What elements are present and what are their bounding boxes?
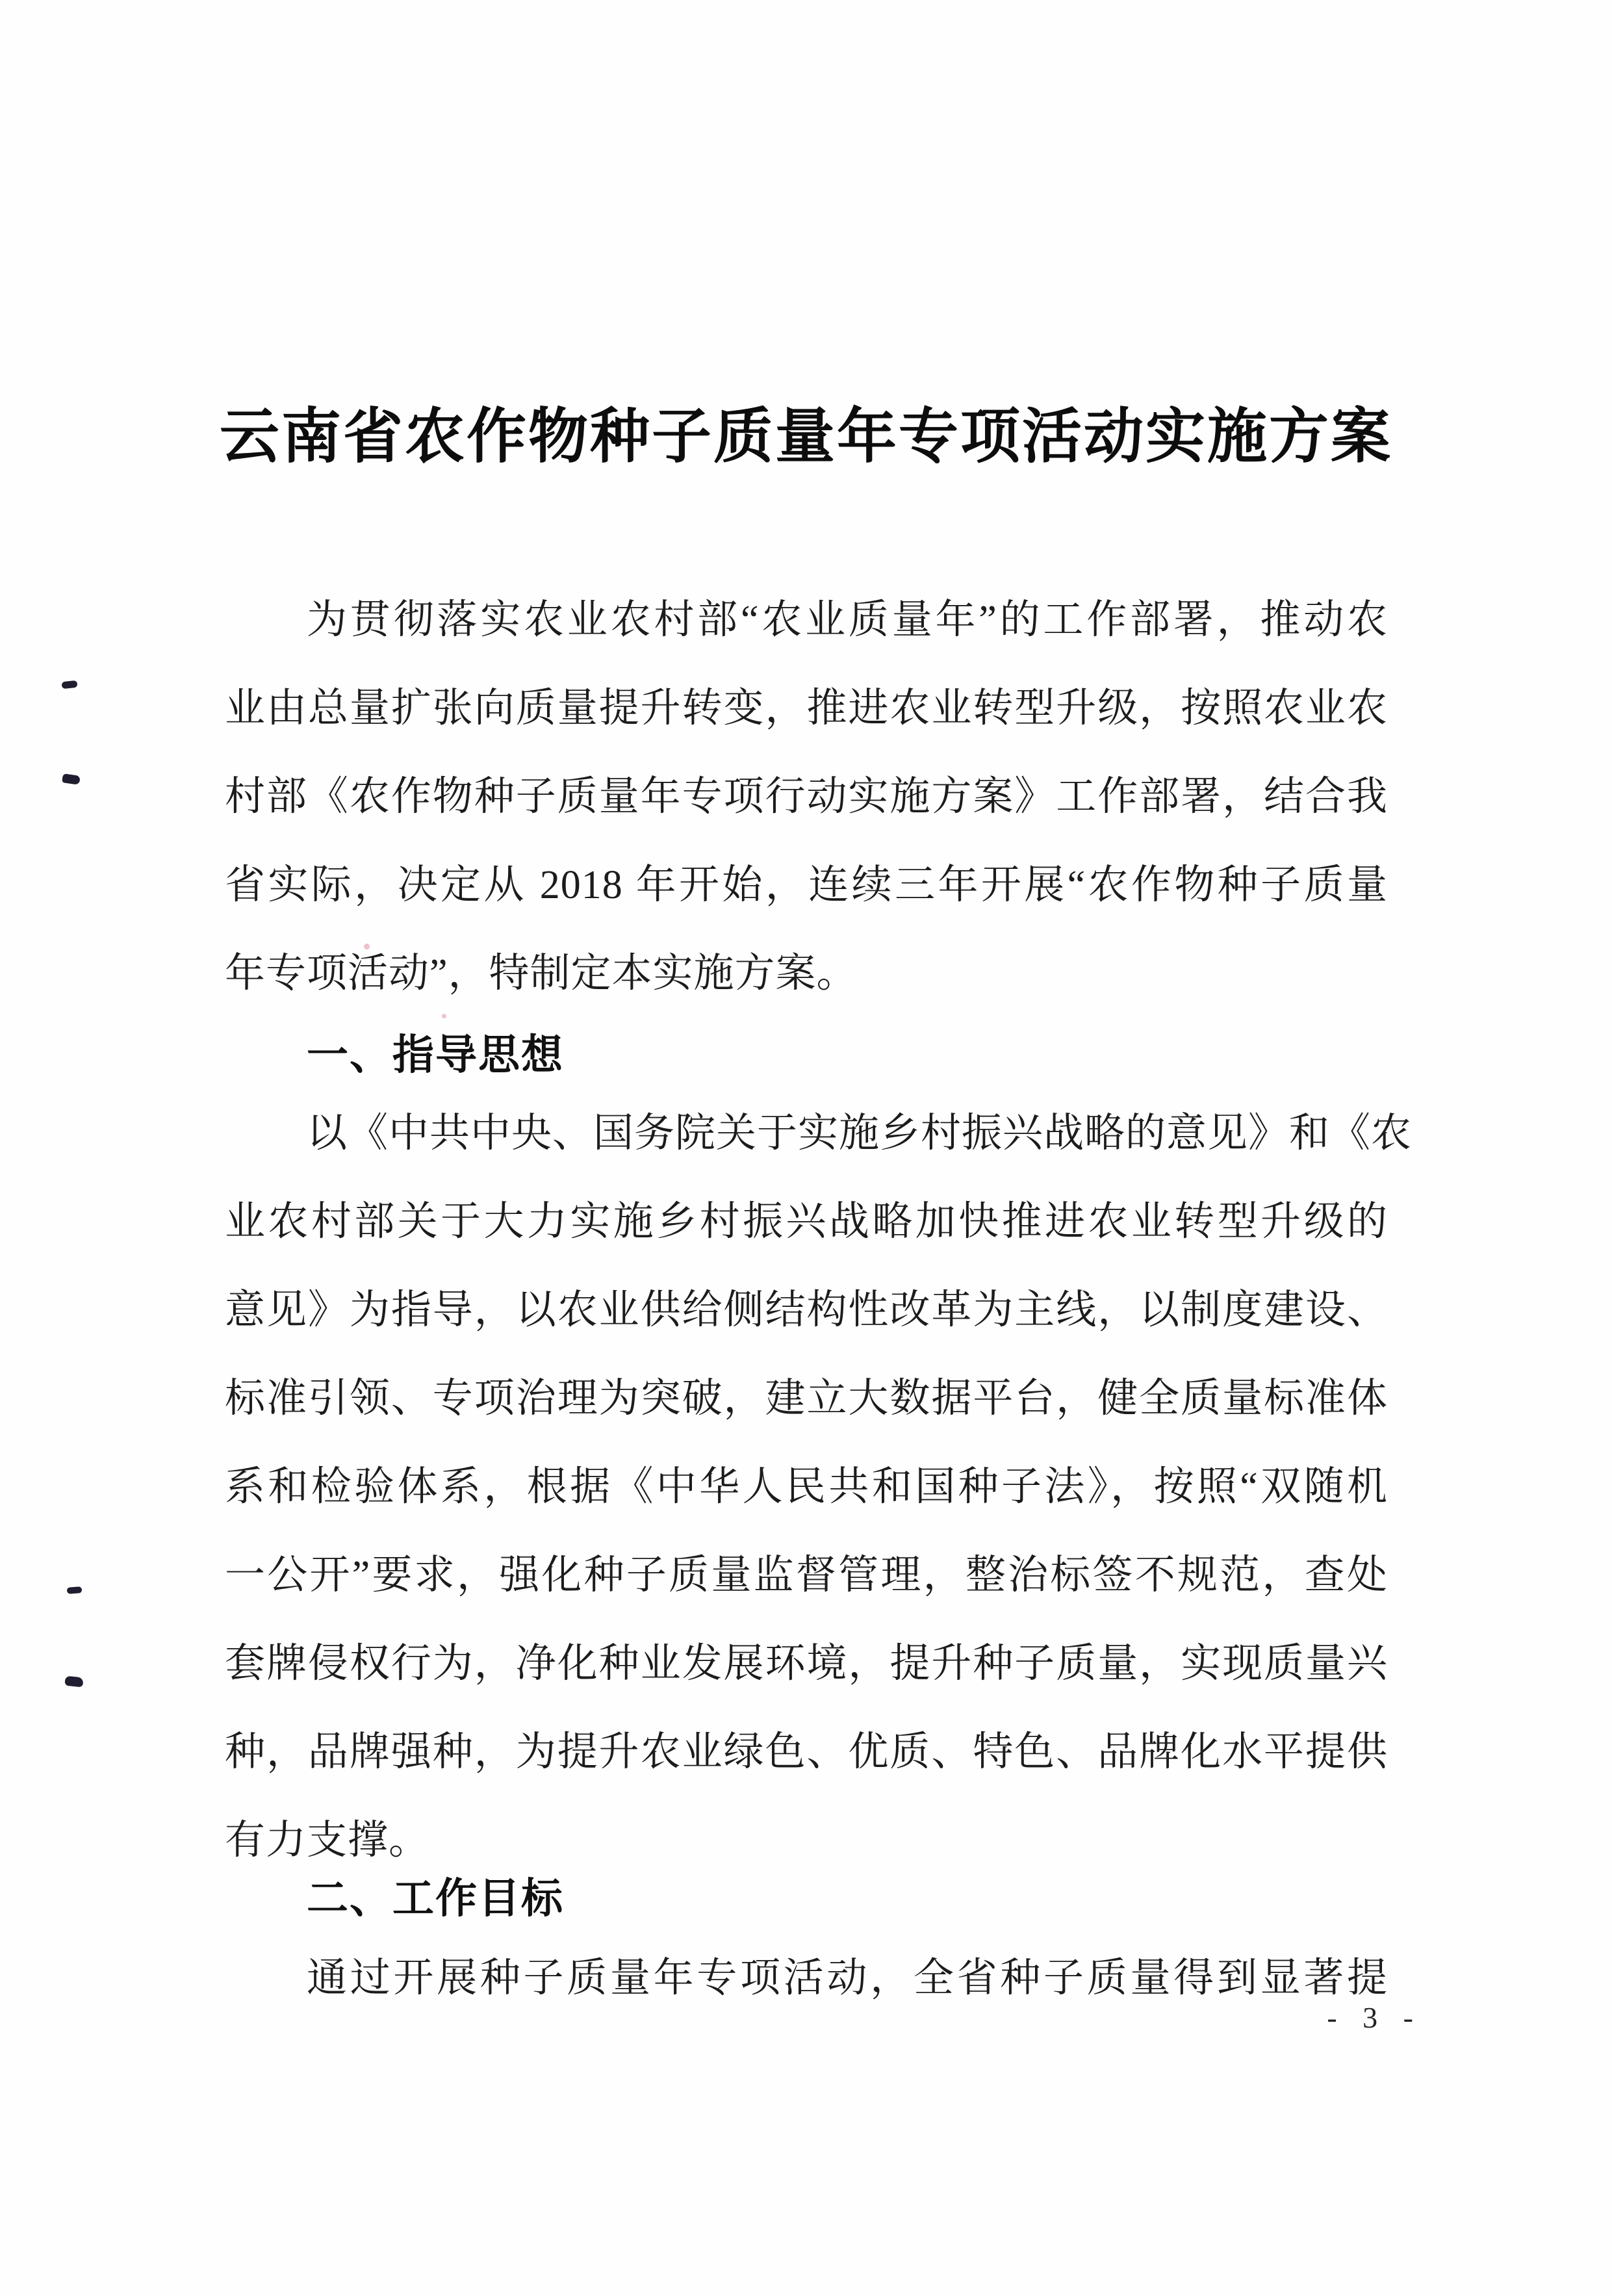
body-line: 种，品牌强种，为提升农业绿色、优质、特色、品牌化水平提供	[225, 1730, 1388, 1774]
section-heading-1: 一、指导思想	[307, 1031, 564, 1078]
body-line: 意见》为指导，以农业供给侧结构性改革为主线，以制度建设、	[225, 1288, 1388, 1332]
body-line: 业农村部关于大力实施乡村振兴战略加快推进农业转型升级的	[225, 1200, 1388, 1244]
paragraph-2	[225, 1089, 1413, 1885]
body-line: 套牌侵权行为，净化种业发展环境，提升种子质量，实现质量兴	[225, 1642, 1388, 1686]
page-number: - 3 -	[1327, 2001, 1422, 2034]
body-line: 通过开展种子质量年专项活动，全省种子质量得到显著提	[307, 1956, 1388, 2000]
body-line: 一公开”要求，强化种子质量监督管理，整治标签不规范，查处	[225, 1553, 1388, 1597]
body-line: 省实际，决定从 2018 年开始，连续三年开展“农作物种子质量	[225, 863, 1388, 907]
margin-ink-mark	[67, 1586, 83, 1594]
paragraph-1	[225, 576, 1388, 1018]
body-line: 以《中共中央、国务院关于实施乡村振兴战略的意见》和《农	[307, 1111, 1413, 1155]
margin-ink-mark	[62, 773, 81, 785]
body-line: 年专项活动”，特制定本实施方案。	[225, 951, 858, 996]
margin-ink-mark	[64, 1676, 83, 1688]
margin-ink-mark	[61, 680, 77, 689]
section-heading-2: 二、工作目标	[307, 1875, 564, 1922]
document-title: 云南省农作物种子质量年专项活动实施方案	[219, 404, 1392, 470]
body-line: 业由总量扩张向质量提升转变，推进农业转型升级，按照农业农	[225, 686, 1388, 730]
body-line: 村部《农作物种子质量年专项行动实施方案》工作部署，结合我	[225, 775, 1388, 819]
body-line: 为贯彻落实农业农村部“农业质量年”的工作部署，推动农	[307, 598, 1388, 642]
body-line: 标准引领、专项治理为突破，建立大数据平台，健全质量标准体	[225, 1376, 1388, 1421]
body-line: 有力支撑。	[225, 1818, 430, 1863]
paragraph-3	[225, 1934, 1388, 2022]
body-line: 系和检验体系，根据《中华人民共和国种子法》，按照“双随机	[225, 1465, 1388, 1509]
